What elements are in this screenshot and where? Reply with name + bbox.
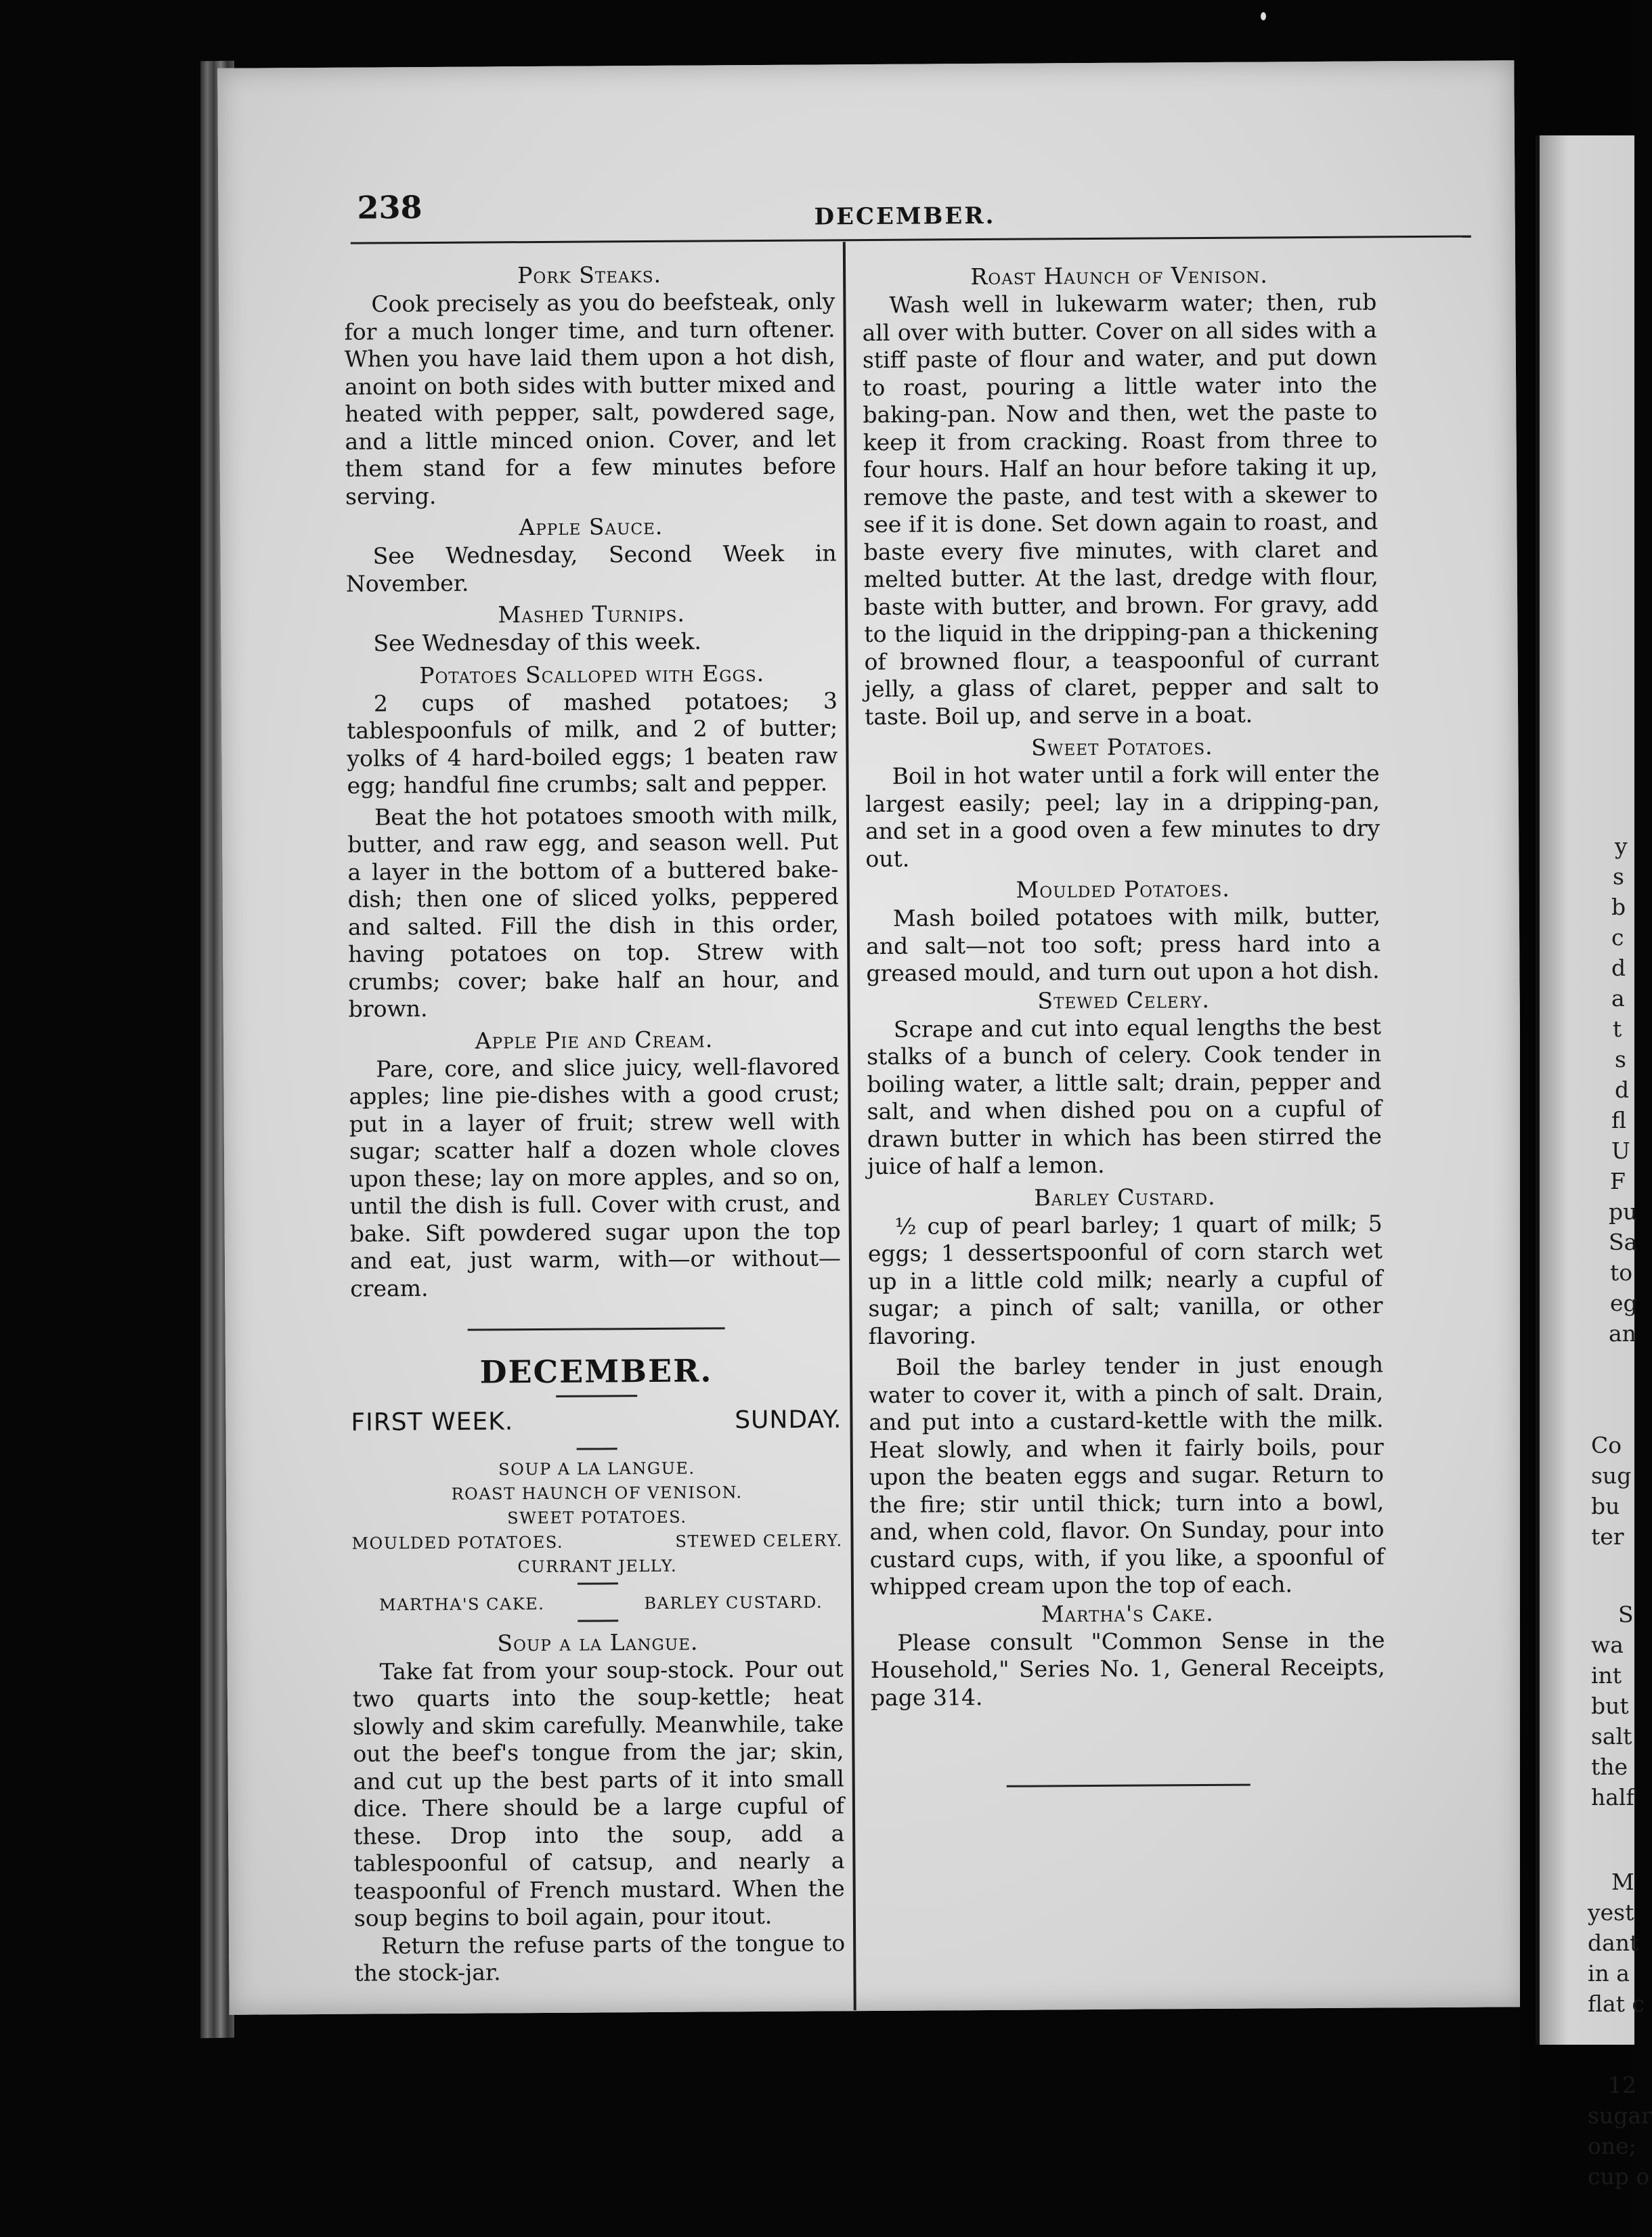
dust-speck: [1261, 12, 1266, 20]
recipe-body-apple-sauce: See Wednesday, Second Week in November.: [345, 540, 837, 597]
facing-page-fragment: 12: [1608, 2072, 1636, 2098]
recipe-body-barley-custard: Boil the barley tender in just enough water to cover it, with a pinch of salt. Drain, and put into a custard-kettle with the milk. Heat slowly, and when it fairly boils, pour upon the beaten eggs and sugar. Return to the fire; stir until thick; turn into a bowl, and, when cold, flavor. On Sunday, pour into custard cups, with, if you like, a spoonful of whipped cream upon the top of each.: [869, 1351, 1385, 1601]
menu-rule: [576, 1448, 617, 1450]
recipe-title-moulded-potatoes: Moulded Potatoes.: [1016, 875, 1230, 903]
recipe-body-roast-haunch: Wash well in lukewarm water; then, rub all over with butter. Cover on all sides with a stiff paste of flour and water, and put down to roast, pouring a little water into the baking-pan. Now and then, wet the paste to keep it from cracking. Roast from three to four hours. Half an hour before taking it up, remove the paste, and test with a skewer to see if it is done. Set down again to roast, and baste every five minutes, with claret and melted butter. At the last, dredge with flour, baste with butter, and brown. For gravy, add to the liquid in the dripping-pan a thickening of browned flour, a teaspoonful of currant jelly, a glass of claret, pepper and salt to taste. Boil up, and serve in a boat.: [862, 288, 1379, 730]
week-day-line: [351, 1406, 842, 1437]
recipe-title-roast-haunch: Roast Haunch of Venison.: [970, 261, 1268, 290]
facing-page-fragment: pu: [1609, 1198, 1638, 1225]
recipe-title-apple-pie: Apple Pie and Cream.: [475, 1025, 714, 1054]
recipe-title-potatoes-scalloped: Potatoes Scalloped with Eggs.: [419, 659, 765, 689]
facing-page-fragment: in a: [1588, 1960, 1630, 1986]
menu-item-pair: [352, 1590, 843, 1617]
facing-page-fragment: fl: [1611, 1107, 1627, 1133]
header-rule: [351, 236, 1471, 244]
recipe-body-soup-a-la-langue: Take fat from your soup-stock. Pour out two quarts into the soup-kettle; heat slowly and skim carefully. Meanwhile, take out the beef's tongue from the jar; skin, and cut up the best parts of it into small dice. There should be a large cupful of these. Drop into the soup, add a tablespoonful of catsup, and nearly a teaspoonful of French mustard. When the soup begins to boil again, pour itout.: [352, 1655, 845, 1932]
facing-page-fragment: Co: [1591, 1432, 1622, 1458]
facing-page-fragment: wa: [1591, 1632, 1624, 1658]
recipe-ingredients-potatoes-scalloped: 2 cups of mashed potatoes; 3 tablespoonfuls of milk, and 2 of butter; yolks of 4 hard-boiled eggs; 1 beaten raw egg; handful fine crumbs; salt and pepper.: [347, 687, 838, 799]
facing-page-fragment: F: [1610, 1168, 1626, 1194]
facing-page-fragment: flat c: [1588, 1991, 1645, 2017]
facing-page-fragment: half: [1591, 1784, 1634, 1810]
recipe-body-mashed-turnips: See Wednesday of this week.: [373, 628, 702, 657]
recipe-title-apple-sauce: Apple Sauce.: [519, 513, 664, 541]
facing-page-fragment: d: [1611, 955, 1626, 981]
menu-item: STEWED CELERY.: [675, 1530, 843, 1551]
facing-page-fragment: y: [1615, 833, 1628, 859]
recipe-ingredients-barley-custard: ½ cup of pearl barley; 1 quart of milk; 5 eggs; 1 dessertspoonful of corn starch wet up in a little cold milk; nearly a cupful of sugar; a pinch of salt; vanilla, or other flavoring.: [867, 1209, 1383, 1349]
recipe-body-soup-a-la-langue-note: Return the refuse parts of the tongue to the stock-jar.: [354, 1929, 846, 1986]
menu-rule: [577, 1582, 617, 1584]
facing-page-fragment: sugar: [1588, 2102, 1652, 2129]
column-divider: [843, 242, 856, 2010]
facing-page-fragment: M: [1611, 1869, 1634, 1895]
facing-page-fragment: but: [1591, 1693, 1629, 1719]
facing-page-fragment: U: [1611, 1137, 1630, 1164]
facing-page-fragment: d: [1615, 1077, 1630, 1103]
facing-page-fragment: int: [1591, 1662, 1622, 1689]
facing-page-fragment: salt: [1591, 1723, 1632, 1750]
facing-page-fragment: S: [1618, 1601, 1634, 1628]
menu-item: BARLEY CUSTARD.: [644, 1592, 823, 1613]
facing-page-fragment: c: [1611, 924, 1624, 951]
running-head: DECEMBER.: [814, 202, 996, 231]
menu-rule: [578, 1620, 618, 1622]
recipe-body-moulded-potatoes: Mash boiled potatoes with milk, butter, and salt—not too soft; press hard into a greased mould, and turn out upon a hot dish.: [866, 902, 1381, 987]
facing-page-fragment: bu: [1591, 1493, 1620, 1519]
facing-page-fragment: sug: [1591, 1462, 1632, 1489]
recipe-body-sweet-potatoes: Boil in hot water until a fork will enter the largest easily; peel; lay in a dripping-pan, and set in a good oven a few minutes to dry out.: [865, 760, 1381, 872]
facing-page-fragment: an: [1609, 1320, 1636, 1347]
menu-item: MOULDED POTATOES.: [351, 1532, 564, 1553]
recipe-title-sweet-potatoes: Sweet Potatoes.: [1031, 733, 1213, 761]
menu-item-pair: [351, 1528, 842, 1555]
facing-page-fragment: eg: [1610, 1290, 1638, 1316]
recipe-title-stewed-celery: Stewed Celery.: [1037, 986, 1211, 1014]
page-number: 238: [357, 189, 422, 226]
menu-item: ROAST HAUNCH OF VENISON.: [451, 1482, 743, 1504]
section-rule: [467, 1327, 724, 1330]
recipe-title-mashed-turnips: Mashed Turnips.: [498, 600, 686, 628]
menu-item: SOUP A LA LANGUE.: [498, 1458, 695, 1479]
book-page: [217, 60, 1526, 2015]
facing-page-fragment: ter: [1591, 1523, 1624, 1550]
recipe-title-soup-a-la-langue: Soup a la Langue.: [497, 1628, 699, 1656]
recipe-body-stewed-celery: Scrape and cut into equal lengths the best stalks of a bunch of celery. Cook tender in boiling water, a little salt; drain, pepper and salt, and when dished pou on a cupful of drawn butter in which has been stirred the juice of half a lemon.: [867, 1012, 1383, 1180]
right-column: [862, 256, 1386, 1788]
recipe-body-pork-steaks: Cook precisely as you do beefsteak, only for a much longer time, and turn oftener. When you have laid them upon a hot dish, anoint on both sides with butter mixed and heated with pepper, salt, powdered sage, and a little minced onion. Cover, and let them stand for a few minutes before serving.: [344, 288, 836, 510]
facing-page-fragment: dant: [1588, 1930, 1639, 1956]
facing-page-fragment: Sa: [1609, 1229, 1638, 1255]
menu-item: MARTHA'S CAKE.: [379, 1594, 545, 1614]
recipe-body-marthas-cake: Please consult "Common Sense in the Household," Series No. 1, General Receipts, page 314.: [870, 1626, 1385, 1711]
facing-page-fragment: s: [1615, 1046, 1626, 1072]
facing-page-fragment: a: [1611, 985, 1625, 1012]
facing-page-fragment: s: [1613, 863, 1624, 890]
facing-page-fragment: t: [1613, 1016, 1622, 1042]
recipe-body-potatoes-scalloped: Beat the hot potatoes smooth with milk, butter, and raw egg, and season well. Put a layer in the bottom of a buttered bake-dish; then one of sliced yolks, peppered and salted. Fill the dish in this order, having potatoes on top. Strew with crumbs; cover; bake half an hour, and brown.: [347, 800, 840, 1022]
facing-page-fragment: to: [1610, 1259, 1633, 1286]
facing-page-fragment: yest: [1588, 1899, 1634, 1926]
day-label: SUNDAY.: [735, 1406, 842, 1435]
end-rule: [1007, 1784, 1251, 1787]
recipe-title-pork-steaks: Pork Steaks.: [517, 261, 662, 289]
week-label: FIRST WEEK.: [351, 1408, 514, 1437]
month-heading: DECEMBER.: [479, 1352, 713, 1391]
facing-page-fragment: cup o: [1588, 2163, 1650, 2190]
left-column: [344, 259, 846, 1987]
recipe-title-barley-custard: Barley Custard.: [1034, 1183, 1216, 1211]
recipe-title-marthas-cake: Martha's Cake.: [1041, 1599, 1214, 1627]
facing-page-fragment: the: [1591, 1754, 1628, 1780]
facing-page-fragment: one;: [1588, 2133, 1636, 2159]
menu-item: SWEET POTATOES.: [507, 1507, 687, 1527]
recipe-body-apple-pie: Pare, core, and slice juicy, well-flavored apples; line pie-dishes with a good crust; put in a layer of fruit; strew well with sugar; scatter half a dozen whole cloves upon these; lay on more apples, and so on, until the dish is full. Cover with crust, and bake. Sift powdered sugar upon the top and eat, just warm, with—or without—cream.: [349, 1052, 842, 1302]
menu-item: CURRANT JELLY.: [517, 1556, 678, 1576]
facing-page-fragment: b: [1611, 894, 1626, 920]
heading-rule: [556, 1395, 637, 1397]
